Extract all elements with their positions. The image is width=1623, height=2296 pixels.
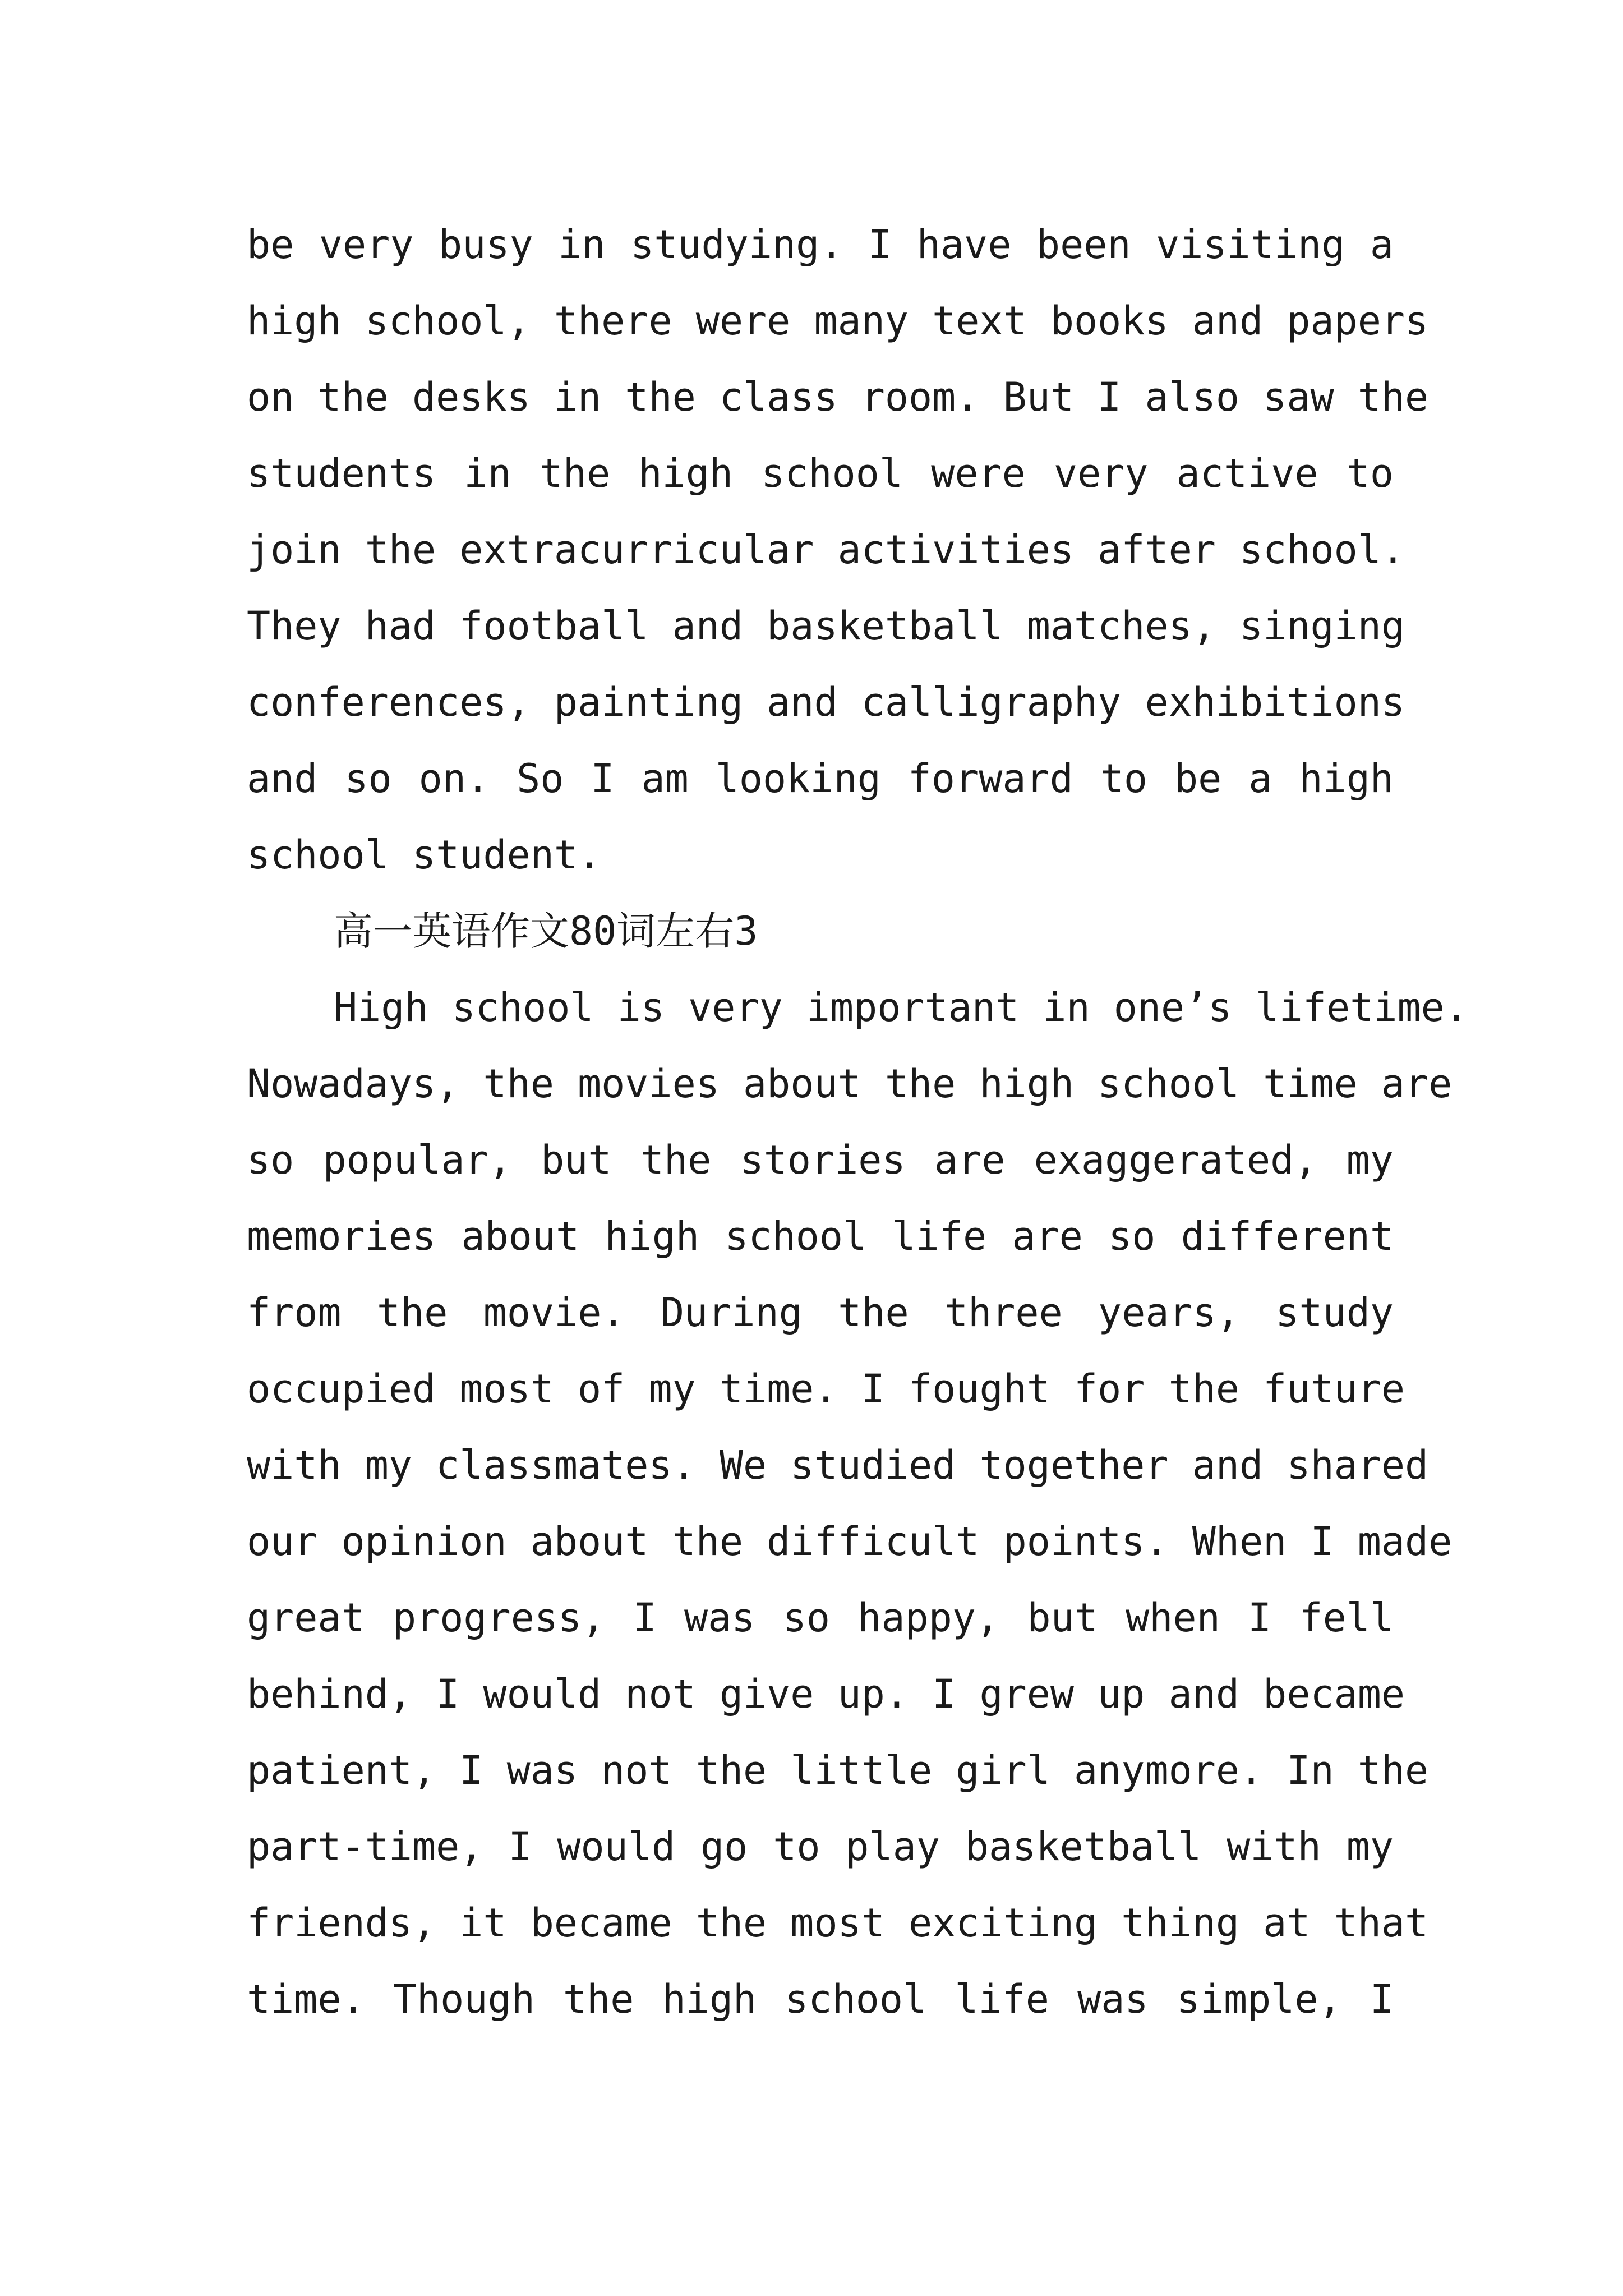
paragraph-line: school student. xyxy=(247,832,602,878)
paragraph-line: great progress, I was so happy, but when I fell xyxy=(247,1595,1394,1641)
paragraph-line: patient, I was not the little girl anymore. In the xyxy=(247,1747,1429,1793)
paragraph-line: They had football and basketball matches, singing xyxy=(247,603,1405,649)
paragraph-line: High school is very important in one’s lifetime. xyxy=(334,984,1468,1030)
paragraph-line: occupied most of my time. I fought for the future xyxy=(247,1366,1405,1412)
paragraph-line: and so on. So I am looking forward to be a high xyxy=(247,756,1394,802)
paragraph-line: with my classmates. We studied together and shared xyxy=(247,1442,1429,1488)
section-heading: 高一英语作文80词左右3 xyxy=(334,908,758,954)
paragraph-line: Nowadays, the movies about the high school time are xyxy=(247,1061,1453,1107)
paragraph-line: part-time, I would go to play basketball with my xyxy=(247,1824,1394,1870)
paragraph-line: high school, there were many text books and papers xyxy=(247,298,1429,344)
paragraph-line: join the extracurricular activities after school. xyxy=(247,527,1405,573)
paragraph-line: from the movie. During the three years, study xyxy=(247,1290,1394,1336)
paragraph-line: students in the high school were very active to xyxy=(247,450,1394,496)
paragraph-line: time. Though the high school life was simple, I xyxy=(247,1976,1394,2022)
paragraph-line: friends, it became the most exciting thing at that xyxy=(247,1900,1429,1946)
paragraph-line: our opinion about the difficult points. When I made xyxy=(247,1519,1453,1565)
paragraph-line: so popular, but the stories are exaggerated, my xyxy=(247,1137,1394,1183)
paragraph-line: be very busy in studying. I have been visiting a xyxy=(247,222,1394,268)
paragraph-line: memories about high school life are so different xyxy=(247,1213,1394,1259)
paragraph-line: on the desks in the class room. But I also saw the xyxy=(247,374,1429,420)
paragraph-line: conferences, painting and calligraphy exhibitions xyxy=(247,679,1405,725)
paragraph-line: behind, I would not give up. I grew up and became xyxy=(247,1671,1405,1717)
